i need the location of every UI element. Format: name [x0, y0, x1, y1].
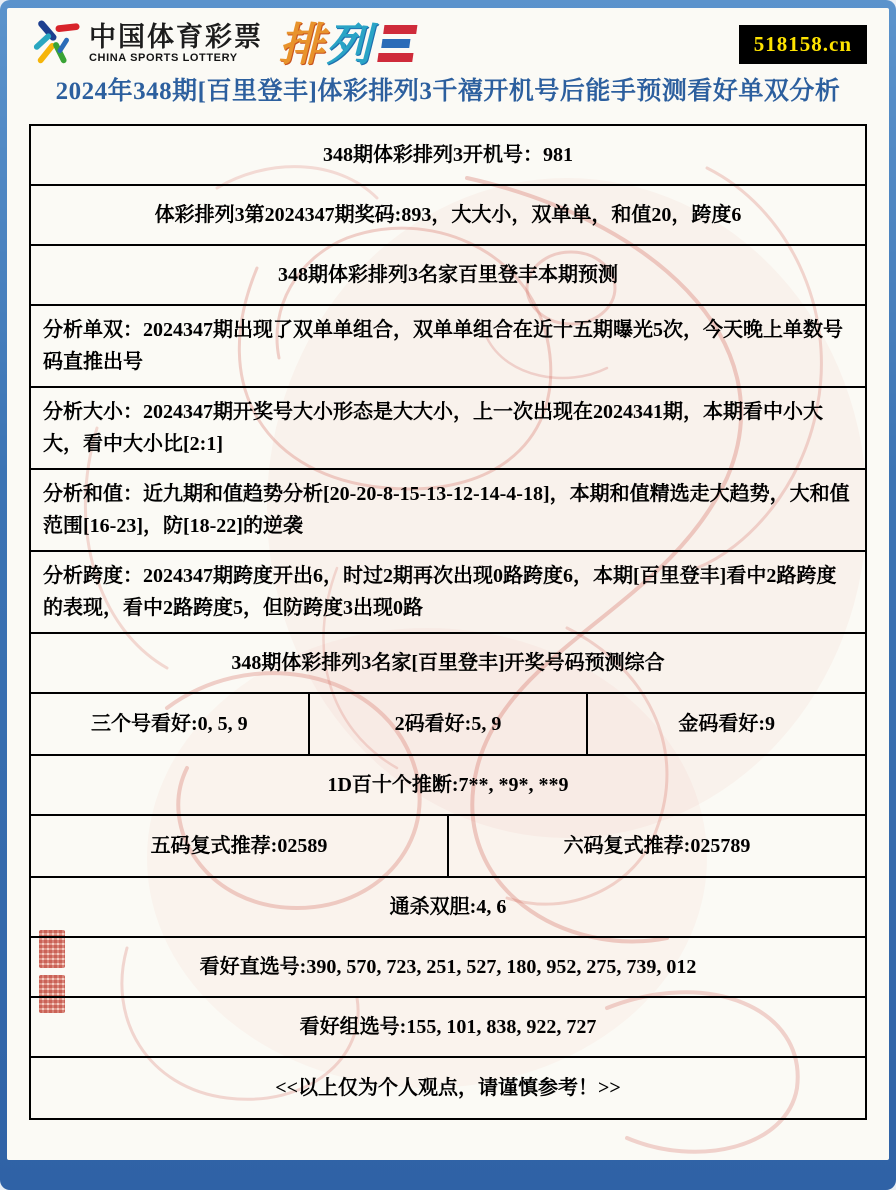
row-text: 348期体彩排列3名家百里登丰本期预测 [278, 264, 618, 286]
brand-name-cn: 中国体育彩票 [89, 22, 263, 53]
row-kill-dan [31, 878, 865, 938]
brand-name-en: CHINA SPORTS LOTTERY [89, 52, 238, 65]
row-text: 348期体彩排列3名家[百里登丰]开奖号码预测综合 [231, 652, 665, 674]
row-summary-header [31, 634, 865, 694]
site-badge: 518158.cn [739, 25, 867, 64]
product-char-pai: 排 [279, 18, 325, 70]
header [7, 8, 889, 70]
page-content [7, 8, 889, 1160]
sports-lottery-icon [31, 17, 81, 71]
cell-three-numbers [31, 694, 310, 754]
row-text: 分析大小：2024347期开奖号大小形态是大大小，上一次出现在2024341期，本期看中小大大，看中大小比[2:1] [43, 401, 823, 455]
cell-text: 六码复式推荐:025789 [563, 835, 751, 857]
row-text: 通杀双胆:4, 6 [389, 896, 507, 918]
cell-five-code-fushi [31, 816, 449, 876]
san-bars-icon [377, 21, 419, 67]
row-expert-header [31, 246, 865, 306]
product-char-lie: 列 [326, 18, 372, 70]
row-text: <<以上仅为个人观点，请谨慎参考！>> [275, 1077, 621, 1099]
cell-text: 三个号看好:0, 5, 9 [91, 713, 248, 735]
row-1d-prediction [31, 756, 865, 816]
row-zhixuan-picks [31, 938, 865, 998]
cell-text: 2码看好:5, 9 [394, 713, 502, 735]
row-text: 分析和值：近九期和值趋势分析[20-20-8-15-13-12-14-4-18]，本期和值精选走大趋势，大和值范围[16-23]，防[18-22]的逆袭 [43, 483, 850, 537]
row-zuxuan-picks [31, 998, 865, 1058]
row-number-picks [31, 694, 865, 756]
row-text: 体彩排列3第2024347期奖码:893，大大小，双单单，和值20，跨度6 [154, 204, 742, 226]
product-logo-pailie3 [279, 18, 419, 70]
cell-text: 五码复式推荐:02589 [150, 835, 328, 857]
brand-text [89, 23, 263, 65]
brand-logo [31, 17, 419, 71]
cell-two-numbers [310, 694, 589, 754]
page-title: 2024年348期[百里登丰]体彩排列3千禧开机号后能手预测看好单双分析 [55, 78, 841, 105]
row-text: 看好直选号:390, 570, 723, 251, 527, 180, 952, 275, 739, 012 [199, 956, 697, 978]
row-machine-number [31, 126, 865, 186]
row-text: 看好组选号:155, 101, 838, 922, 727 [299, 1016, 597, 1038]
row-analysis-hezhi [31, 470, 865, 552]
row-analysis-danshuang [31, 306, 865, 388]
prediction-table [29, 124, 867, 1120]
row-text: 1D百十个推断:7**, *9*, **9 [327, 774, 569, 796]
row-analysis-daxiao [31, 388, 865, 470]
row-text: 分析跨度：2024347期跨度开出6，时过2期再次出现0路跨度6，本期[百里登丰]看中2路跨度的表现，看中2路跨度5，但防跨度3出现0路 [43, 565, 837, 619]
cell-six-code-fushi [449, 816, 865, 876]
row-disclaimer [31, 1058, 865, 1118]
cell-text: 金码看好:9 [678, 713, 776, 735]
row-text: 分析单双：2024347期出现了双单单组合，双单单组合在近十五期曝光5次，今天晚上单数号码直推出号 [43, 319, 843, 373]
row-last-result [31, 186, 865, 246]
cell-gold-number [588, 694, 865, 754]
row-analysis-kuadu [31, 552, 865, 634]
row-text: 348期体彩排列3开机号：981 [323, 144, 573, 166]
row-fushi-picks [31, 816, 865, 878]
